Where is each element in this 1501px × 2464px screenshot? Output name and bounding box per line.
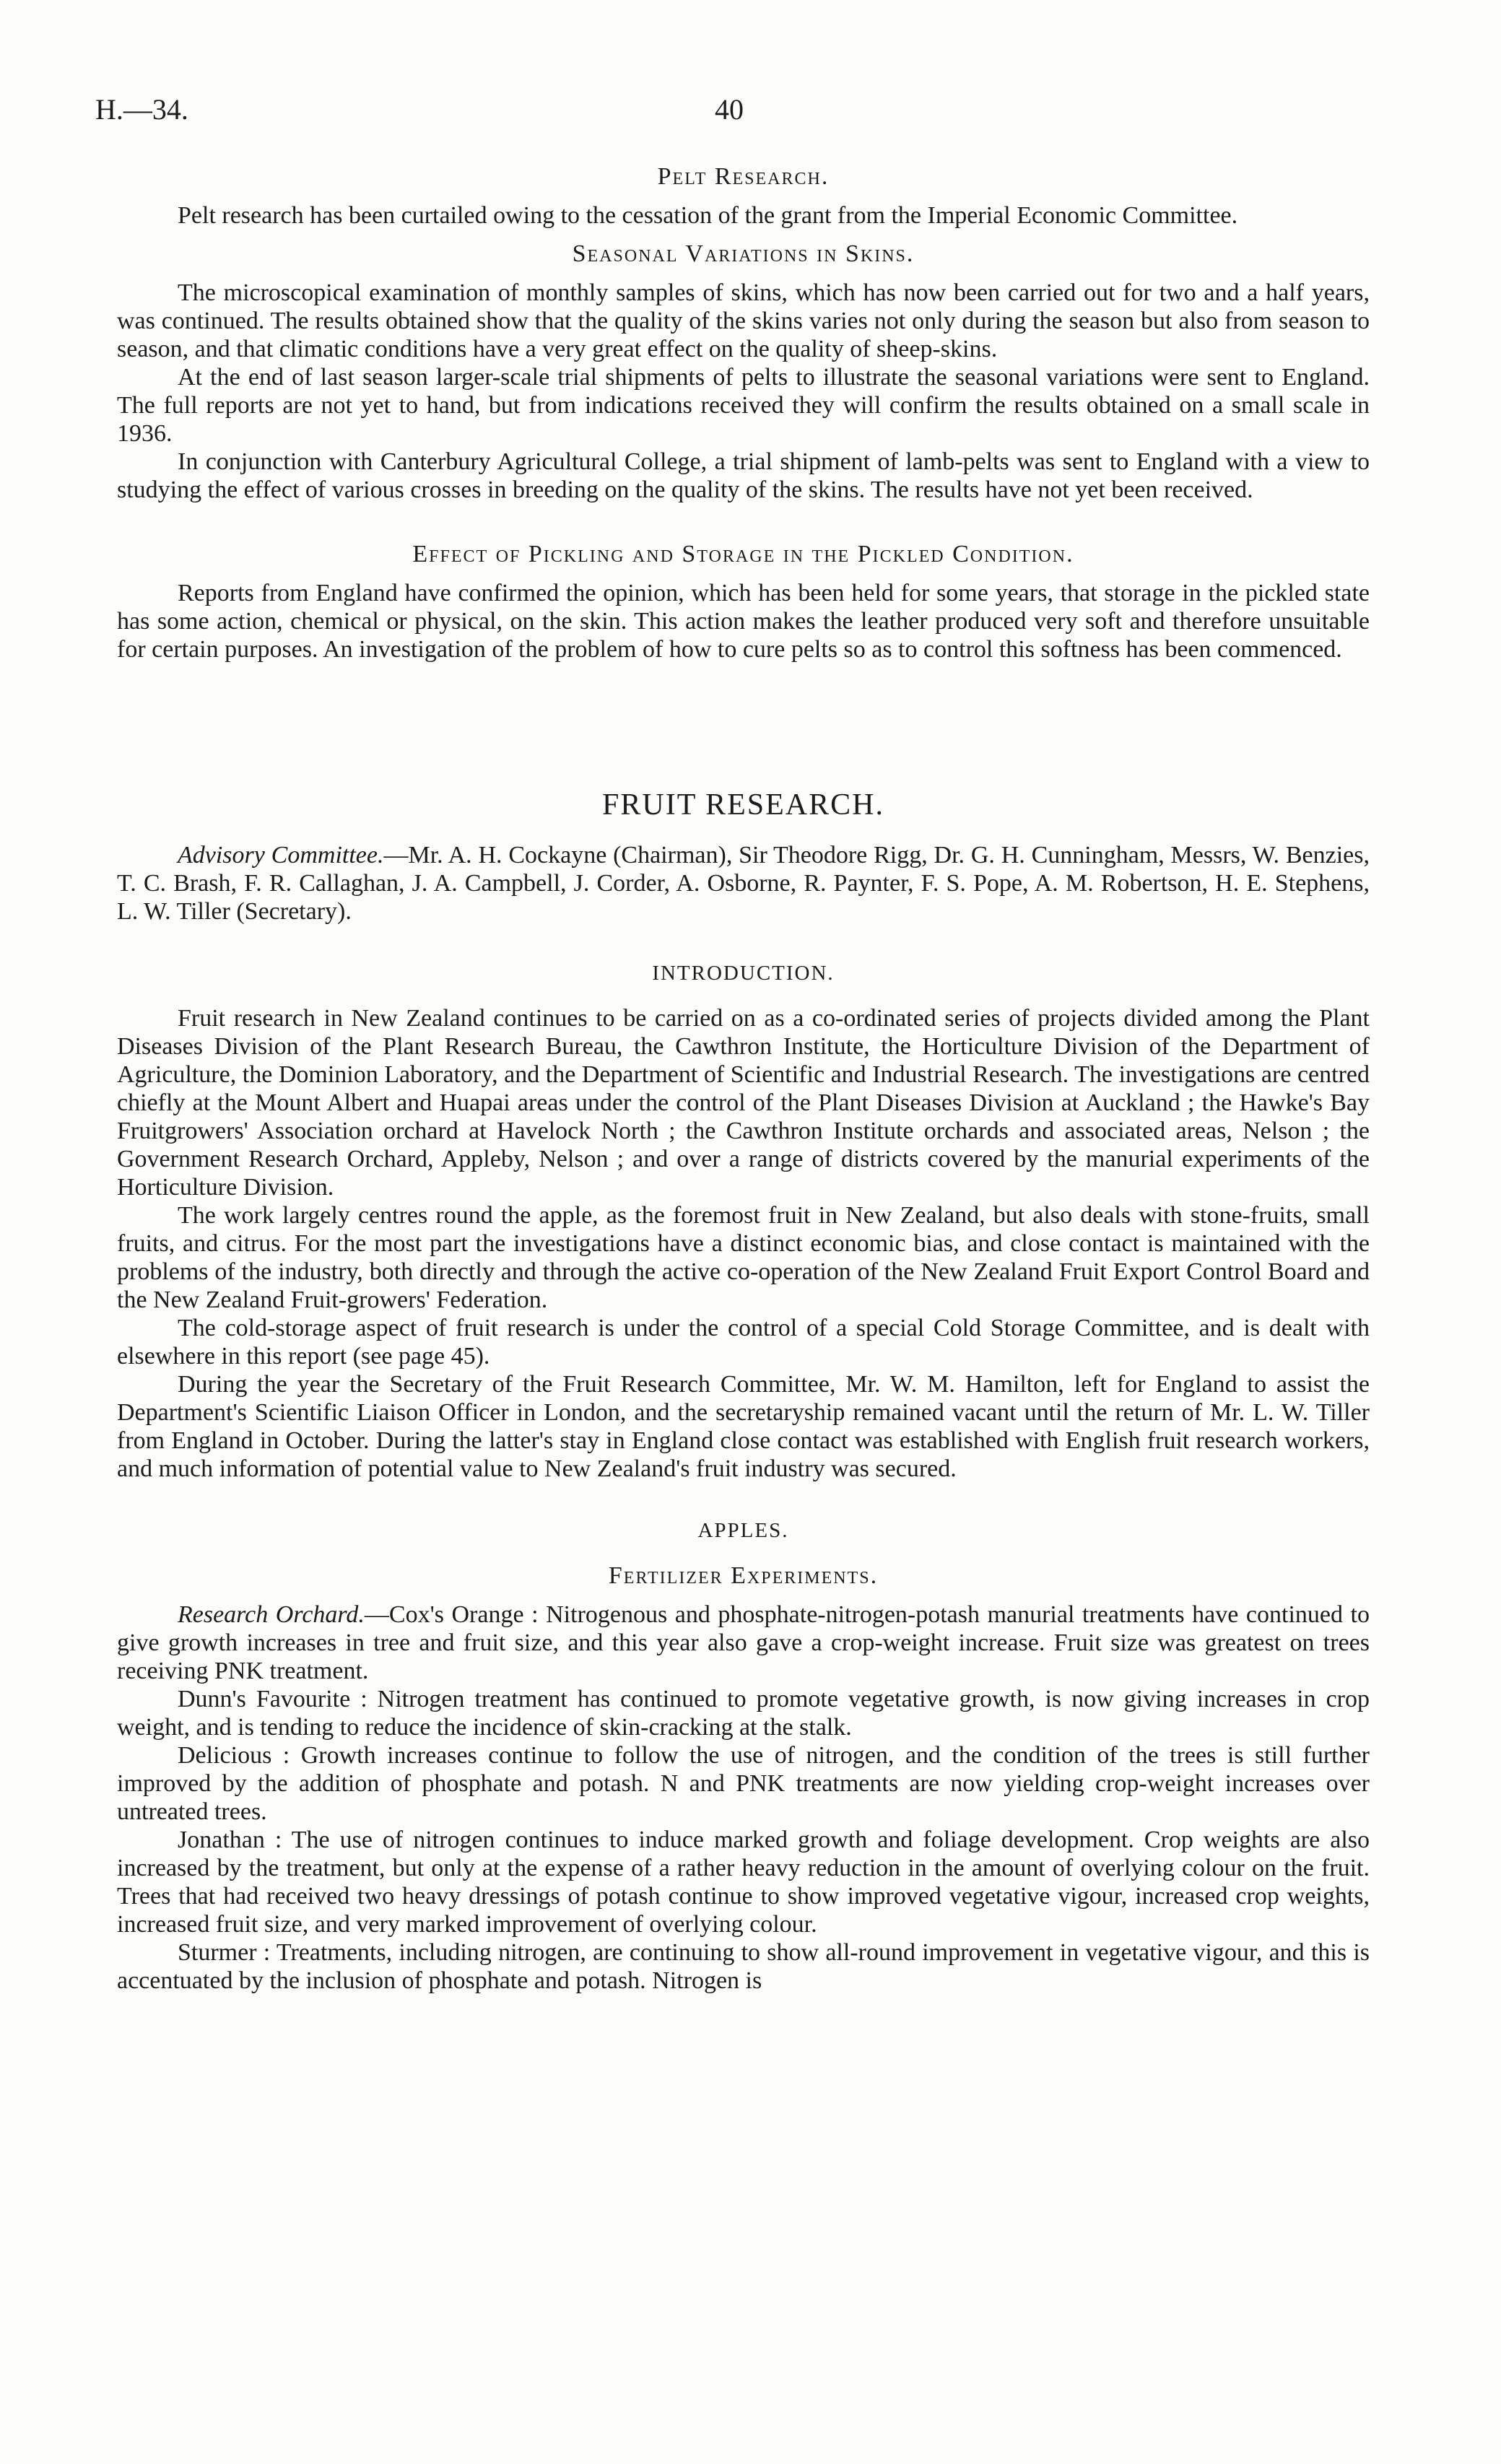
advisory-committee-label: Advisory Committee. — [178, 842, 384, 869]
paragraph: Jonathan : The use of nitrogen continues to induce marked growth and foliage development. Crop weights are also increased by the treatment, but only at the expense of a rather heavy reduction in the amount of overlying colour on the fruit. Trees that had received two heavy dressings of potash continue to show improved vegetative vigour, increased crop weights, increased fruit size, and very marked improvement of overlying colour. — [117, 1827, 1370, 1938]
paragraph: The microscopical examination of monthly samples of skins, which has now been carried out for two and a half years, was continued. The results obtained show that the quality of the skins varies not only during the season but also from season to season, and that climatic conditions have a very great effect on the quality of sheep-skins. — [117, 279, 1370, 362]
paragraph: At the end of last season larger-scale trial shipments of pelts to illustrate the seasonal variations were sent to England. The full reports are not yet to hand, but from indications received they will confirm the results obtained on a small scale in 1936. — [117, 364, 1370, 447]
pickling-heading: Effect of Pickling and Storage in the Pickled Condition. — [412, 541, 1074, 567]
paragraph: Sturmer : Treatments, including nitrogen, are continuing to show all-round improvement in vegetative vigour, and this is accentuated by the inclusion of phosphate and potash. Nitrogen is — [117, 1939, 1370, 1994]
research-orchard-label: Research Orchard. — [178, 1601, 365, 1628]
paragraph: The cold-storage aspect of fruit research is under the control of a special Cold Storage Committee, and is dealt with elsewhere in this report (see page 45). — [117, 1315, 1370, 1370]
paragraph: In conjunction with Canterbury Agricultural College, a trial shipment of lamb-pelts was sent to England with a view to studying the effect of various crosses in breeding on the quality of the skins. The results have not yet been received. — [117, 448, 1370, 503]
paragraph: Reports from England have confirmed the opinion, which has been held for some years, that storage in the pickled state has some action, chemical or physical, on the skin. This action makes the leather produced very soft and therefore unsuitable for certain purposes. An investigation of the problem of how to cure pelts so as to control this softness has been commenced. — [117, 580, 1370, 663]
research-orchard-text: —Cox's Orange : Nitrogenous and phosphate-nitrogen-potash manurial treatments have continued to give growth increases in tree and fruit size, and this year also gave a crop-weight increase. Fruit size was greatest on trees receiving PNK treatment. — [117, 1601, 1370, 1684]
fertilizer-experiments-heading: Fertilizer Experiments. — [608, 1562, 879, 1589]
paragraph: The work largely centres round the apple, as the foremost fruit in New Zealand, but also deals with stone-fruits, small fruits, and citrus. For the most part the investigations have a distinct economic bias, and close contact is maintained with the problems of the industry, both directly and through the active co-operation of the New Zealand Fruit Export Control Board and the New Zealand Fruit-growers' Federation. — [117, 1202, 1370, 1313]
advisory-committee-members: —Mr. A. H. Cockayne (Chairman), Sir Theodore Rigg, Dr. G. H. Cunningham, Messrs, W. Benzies, T. C. Brash, F. R. Callaghan, J. A. Campbell, J. Corder, A. Osborne, R. Paynter, F. S. Pope, A. M. Robertson, H. E. Stephens, L. W. Tiller (Secretary). — [117, 842, 1370, 925]
paragraph: Pelt research has been curtailed owing to the cessation of the grant from the Imperial Economic Committee. — [178, 202, 1238, 229]
paragraph: Dunn's Favourite : Nitrogen treatment has continued to promote vegetative growth, is now giving increases in crop weight, and is tending to reduce the incidence of skin-cracking at the stalk. — [117, 1686, 1370, 1741]
pelt-research-heading: Pelt Research. — [657, 163, 830, 190]
research-orchard-paragraph — [117, 1601, 1370, 1685]
page-number: 40 — [715, 93, 744, 126]
document-reference: H.—34. — [95, 93, 188, 126]
fruit-research-heading: FRUIT RESEARCH. — [602, 788, 884, 822]
paragraph: During the year the Secretary of the Fruit Research Committee, Mr. W. M. Hamilton, left for England to assist the Department's Scientific Liaison Officer in London, and the secretaryship remained vacant until the return of Mr. L. W. Tiller from England in October. During the latter's stay in England close contact was established with English fruit research workers, and much information of potential value to New Zealand's fruit industry was secured. — [117, 1371, 1370, 1482]
apples-heading: APPLES. — [697, 1519, 789, 1542]
paragraph: Delicious : Growth increases continue to follow the use of nitrogen, and the condition of the trees is still further improved by the addition of phosphate and potash. N and PNK treatments are now yielding crop-weight increases over untreated trees. — [117, 1742, 1370, 1825]
seasonal-variations-heading: Seasonal Variations in Skins. — [572, 240, 915, 267]
advisory-committee-paragraph — [117, 841, 1370, 926]
introduction-heading: INTRODUCTION. — [652, 962, 835, 985]
body-text — [117, 162, 1370, 1995]
paragraph: Fruit research in New Zealand continues to be carried on as a co-ordinated series of projects divided among the Plant Diseases Division of the Plant Research Bureau, the Cawthron Institute, the Horticulture Division of the Department of Agriculture, the Dominion Laboratory, and the Department of Scientific and Industrial Research. The investigations are centred chiefly at the Mount Albert and Huapai areas under the control of the Plant Diseases Division at Auckland ; the Hawke's Bay Fruitgrowers' Association orchard at Havelock North ; the Cawthron Institute orchards and associated areas, Nelson ; the Government Research Orchard, Appleby, Nelson ; and over a range of districts covered by the manurial experiments of the Horticulture Division. — [117, 1005, 1370, 1201]
